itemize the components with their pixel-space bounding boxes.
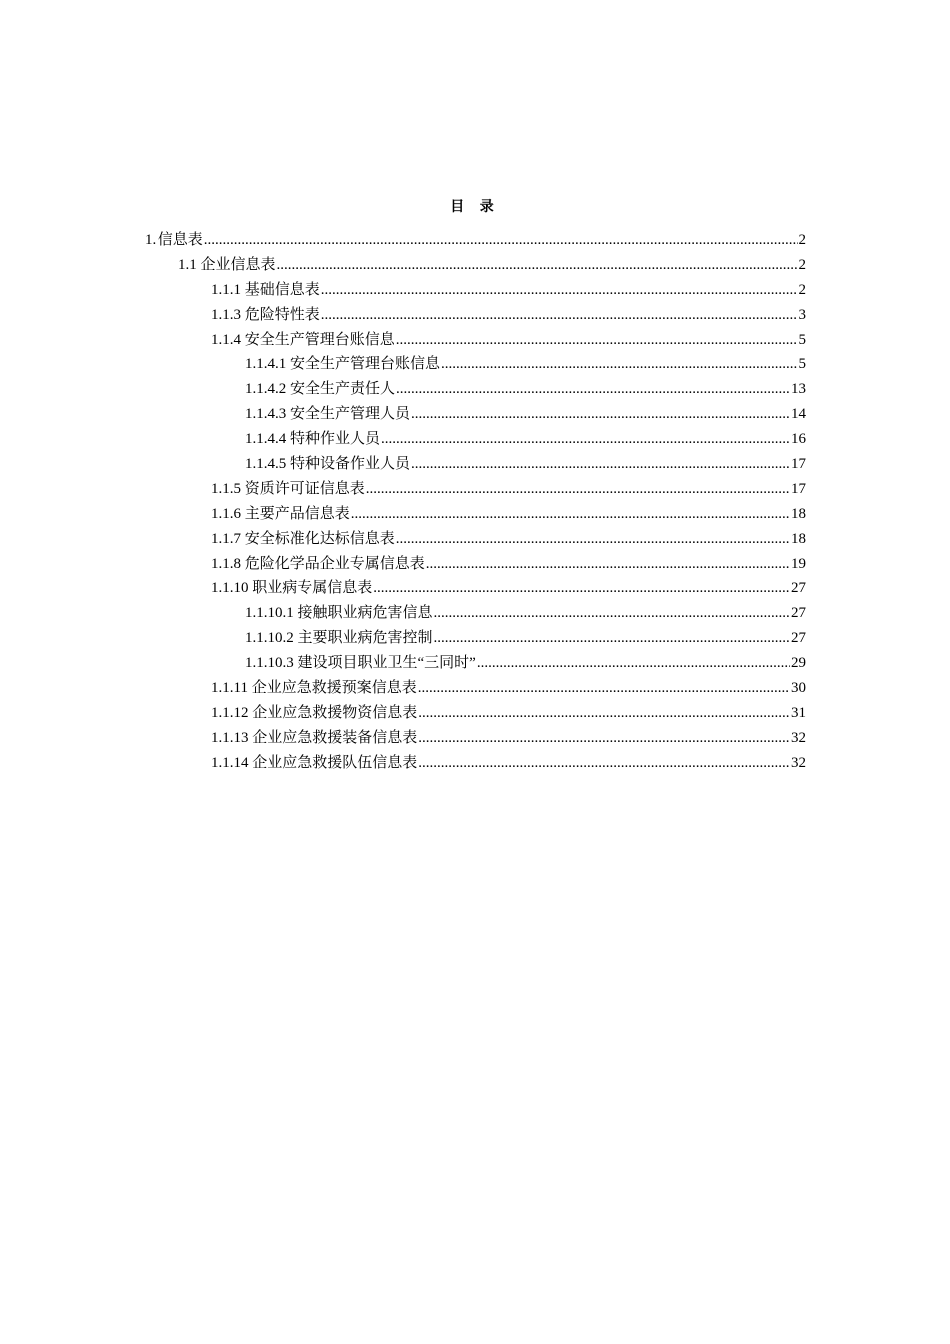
toc-entry-page: 32 xyxy=(791,754,806,771)
toc-entry-label: 1.1.10 职业病专属信息表 xyxy=(211,580,373,597)
toc-entry[interactable] xyxy=(211,477,806,502)
toc-dot-leader xyxy=(426,552,790,577)
toc-entry-page: 14 xyxy=(791,406,806,423)
toc-entry-page: 2 xyxy=(798,256,806,273)
toc-entry-label: 1.1.12 企业应急救援物资信息表 xyxy=(211,704,418,721)
toc-entry-page: 2 xyxy=(798,232,806,248)
toc-entry-page: 16 xyxy=(791,431,806,448)
toc-entry-label: 1.1.14 企业应急救援队伍信息表 xyxy=(211,754,418,771)
toc-entry-page: 5 xyxy=(798,356,806,373)
toc-dot-leader xyxy=(321,303,798,328)
toc-dot-leader xyxy=(418,701,790,726)
toc-entry-page: 2 xyxy=(798,281,806,298)
toc-dot-leader xyxy=(441,352,797,377)
toc-entry-label: 1.1.10.2 主要职业病危害控制 xyxy=(245,630,433,647)
toc-entry[interactable] xyxy=(211,726,806,751)
toc-entry-label: 1.1.11 企业应急救援预案信息表 xyxy=(211,680,417,697)
toc-entry-page: 18 xyxy=(791,505,806,522)
toc-dot-leader xyxy=(411,452,790,477)
toc-dot-leader xyxy=(434,601,790,626)
toc-entry[interactable] xyxy=(211,701,806,726)
toc-dot-leader xyxy=(277,253,798,278)
toc-entry-label: 1.1.1 基础信息表 xyxy=(211,281,320,298)
toc-dot-leader xyxy=(321,278,798,303)
table-of-contents xyxy=(0,228,950,776)
toc-entry-label: 1.1.13 企业应急救援装备信息表 xyxy=(211,729,418,746)
toc-entry-page: 17 xyxy=(791,480,806,497)
toc-entry-label: 1.1.10.3 建设项目职业卫生“三同时” xyxy=(245,655,476,672)
toc-dot-leader xyxy=(396,377,790,402)
toc-entry-page: 13 xyxy=(791,381,806,398)
toc-dot-leader xyxy=(204,228,798,253)
toc-entry-label: 1.1 企业信息表 xyxy=(178,256,276,273)
toc-entry-number: 1. xyxy=(145,232,157,248)
toc-entry-page: 27 xyxy=(791,580,806,597)
toc-dot-leader xyxy=(396,328,798,353)
toc-dot-leader xyxy=(373,576,790,601)
toc-entry-label: 1.1.6 主要产品信息表 xyxy=(211,505,350,522)
toc-dot-leader xyxy=(477,651,790,676)
toc-dot-leader xyxy=(434,626,790,651)
toc-entry-label: 1.1.4 安全生产管理台账信息 xyxy=(211,331,395,348)
toc-entry-label: 1.1.8 危险化学品企业专属信息表 xyxy=(211,555,425,572)
toc-entry-label: 1.1.10.1 接触职业病危害信息 xyxy=(245,605,433,622)
toc-entry[interactable] xyxy=(245,452,806,477)
toc-entry[interactable] xyxy=(245,651,806,676)
toc-entry[interactable] xyxy=(245,352,806,377)
toc-entry[interactable] xyxy=(211,328,806,353)
toc-dot-leader xyxy=(418,726,790,751)
toc-dot-leader xyxy=(418,676,790,701)
toc-entry[interactable] xyxy=(211,552,806,577)
toc-entry-page: 18 xyxy=(791,530,806,547)
toc-dot-leader xyxy=(351,502,790,527)
toc-entry[interactable] xyxy=(178,253,806,278)
toc-entry-label: 1.1.7 安全标准化达标信息表 xyxy=(211,530,395,547)
toc-entry-page: 32 xyxy=(791,729,806,746)
toc-entry-page: 30 xyxy=(791,680,806,697)
toc-entry[interactable] xyxy=(245,377,806,402)
toc-entry-page: 17 xyxy=(791,456,806,473)
toc-entry-page: 27 xyxy=(791,630,806,647)
toc-entry-label: 1.1.4.1 安全生产管理台账信息 xyxy=(245,356,441,373)
toc-entry[interactable] xyxy=(245,427,806,452)
toc-entry-page: 19 xyxy=(791,555,806,572)
toc-entry-page: 31 xyxy=(791,704,806,721)
toc-entry[interactable] xyxy=(245,601,806,626)
toc-entry[interactable] xyxy=(211,303,806,328)
toc-entry[interactable] xyxy=(211,676,806,701)
toc-entry[interactable] xyxy=(211,278,806,303)
toc-entry-page: 3 xyxy=(798,306,806,323)
toc-dot-leader xyxy=(418,751,790,776)
toc-entry-label: 1.1.4.2 安全生产责任人 xyxy=(245,381,396,398)
toc-title: 目 录 xyxy=(450,200,500,215)
toc-entry-label: 1.1.5 资质许可证信息表 xyxy=(211,480,365,497)
toc-entry[interactable] xyxy=(245,626,806,651)
toc-entry[interactable] xyxy=(211,751,806,776)
toc-dot-leader xyxy=(411,402,790,427)
toc-entry-label: 1.1.3 危险特性表 xyxy=(211,306,320,323)
toc-dot-leader xyxy=(366,477,790,502)
toc-entry-page: 29 xyxy=(791,655,806,672)
toc-entry[interactable] xyxy=(145,228,806,253)
toc-dot-leader xyxy=(381,427,790,452)
toc-entry-label: 1.1.4.4 特种作业人员 xyxy=(245,431,381,448)
toc-entry[interactable] xyxy=(211,576,806,601)
toc-entry-label: 信息表 xyxy=(157,232,203,248)
toc-dot-leader xyxy=(396,527,790,552)
toc-entry-label: 1.1.4.5 特种设备作业人员 xyxy=(245,456,411,473)
toc-entry[interactable] xyxy=(245,402,806,427)
toc-entry[interactable] xyxy=(211,527,806,552)
toc-entry-label: 1.1.4.3 安全生产管理人员 xyxy=(245,406,411,423)
toc-entry-page: 27 xyxy=(791,605,806,622)
toc-entry[interactable] xyxy=(211,502,806,527)
toc-entry-page: 5 xyxy=(798,331,806,348)
